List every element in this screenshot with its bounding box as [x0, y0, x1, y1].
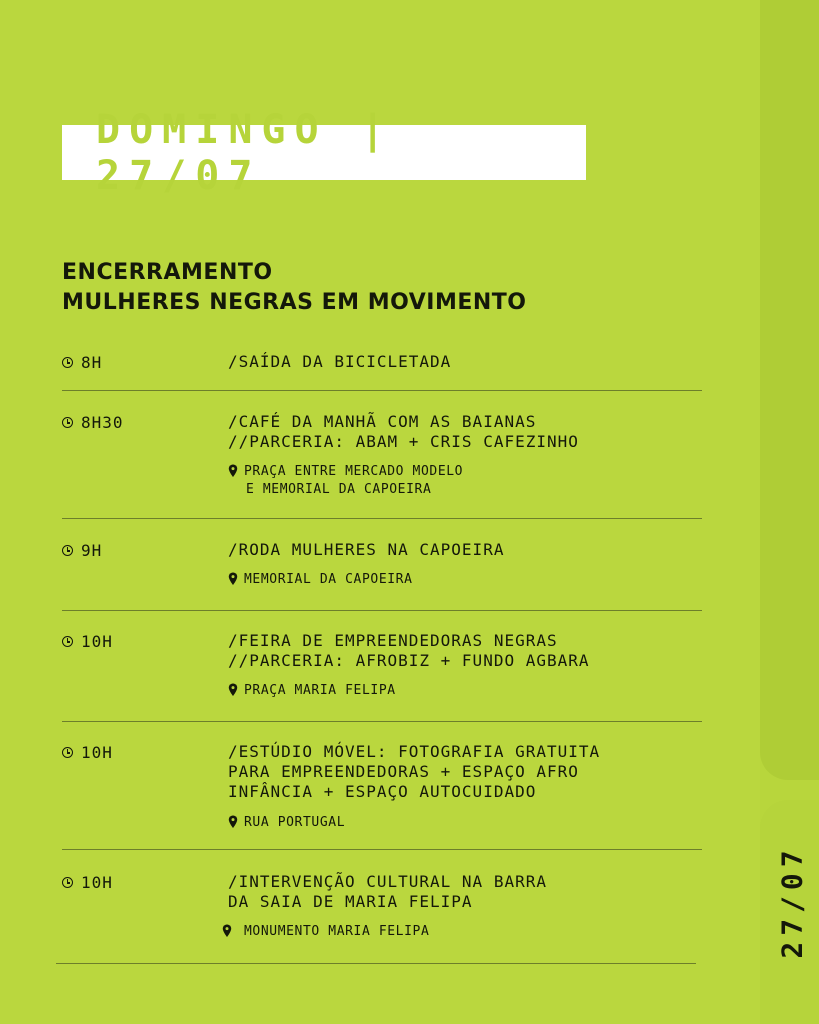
clock-icon — [62, 545, 73, 556]
event-time — [62, 413, 124, 432]
event-time-label: 9H — [81, 541, 103, 560]
event-description — [228, 352, 451, 372]
event-time — [62, 353, 102, 372]
event-time-label: 8H — [81, 353, 103, 372]
event-time — [62, 632, 113, 651]
event-description-line: /SAÍDA DA BICICLETADA — [228, 352, 452, 371]
schedule-list — [62, 340, 702, 964]
side-date-label — [768, 836, 816, 966]
event-time — [62, 541, 102, 560]
event-description-line: /ESTÚDIO MÓVEL: FOTOGRAFIA GRATUITA — [228, 742, 601, 761]
event-description-line: //PARCERIA: ABAM + CRIS CAFEZINHO — [228, 432, 579, 451]
heading-line-2: MULHERES NEGRAS EM MOVIMENTO — [62, 290, 527, 315]
map-pin-icon — [228, 815, 238, 829]
event-location-line: RUA PORTUGAL — [244, 815, 346, 830]
side-tab-upper — [760, 0, 819, 780]
event-time — [62, 873, 113, 892]
event-description — [228, 631, 590, 671]
clock-icon — [62, 747, 73, 758]
event-time-label: 10H — [81, 743, 113, 762]
event-description-line: DA SAIA DE MARIA FELIPA — [228, 892, 473, 911]
event-description-line: /FEIRA DE EMPREENDEDORAS NEGRAS — [228, 631, 558, 650]
map-pin-icon — [222, 924, 232, 938]
map-pin-icon — [228, 572, 238, 586]
clock-icon — [62, 877, 73, 888]
event-description-line: /RODA MULHERES NA CAPOEIRA — [228, 540, 505, 559]
event-description — [228, 412, 579, 452]
event-location — [228, 814, 345, 832]
schedule-row — [62, 391, 702, 519]
event-description — [228, 742, 600, 802]
event-location — [228, 571, 413, 589]
event-time-label: 10H — [81, 873, 113, 892]
schedule-row — [62, 722, 702, 850]
date-banner — [62, 106, 586, 199]
event-location-line: PRAÇA MARIA FELIPA — [244, 683, 396, 698]
event-location — [228, 682, 396, 700]
event-description-line: /CAFÉ DA MANHÃ COM AS BAIANAS — [228, 412, 537, 431]
event-heading — [62, 258, 527, 318]
event-description-line: INFÂNCIA + ESPAÇO AUTOCUIDADO — [228, 782, 537, 801]
event-description-line: PARA EMPREENDEDORAS + ESPAÇO AFRO — [228, 762, 579, 781]
schedule-row — [56, 850, 696, 964]
event-description — [228, 540, 504, 560]
clock-icon — [62, 417, 73, 428]
event-location-line: MEMORIAL DA CAPOEIRA — [244, 572, 413, 587]
event-description-line: /INTERVENÇÃO CULTURAL NA BARRA — [228, 872, 547, 891]
clock-icon — [62, 357, 73, 368]
event-time-label: 10H — [81, 632, 113, 651]
event-location — [222, 923, 429, 941]
event-location-line: PRAÇA ENTRE MERCADO MODELO — [244, 464, 464, 479]
map-pin-icon — [228, 683, 238, 697]
side-date-text: 27/07 — [775, 843, 809, 959]
event-description-line: //PARCERIA: AFROBIZ + FUNDO AGBARA — [228, 651, 590, 670]
event-location — [228, 463, 463, 499]
event-location-line: E MEMORIAL DA CAPOEIRA — [246, 482, 432, 497]
event-description — [228, 872, 547, 912]
date-banner-text: DOMINGO | 27/07 — [96, 106, 394, 199]
schedule-row — [62, 519, 702, 611]
event-time — [62, 743, 113, 762]
schedule-row — [62, 340, 702, 391]
event-time-label: 8H30 — [81, 413, 124, 432]
event-location-line: MONUMENTO MARIA FELIPA — [244, 924, 430, 939]
heading-line-1: ENCERRAMENTO — [62, 260, 273, 285]
clock-icon — [62, 636, 73, 647]
schedule-row — [62, 611, 702, 722]
map-pin-icon — [228, 464, 238, 478]
